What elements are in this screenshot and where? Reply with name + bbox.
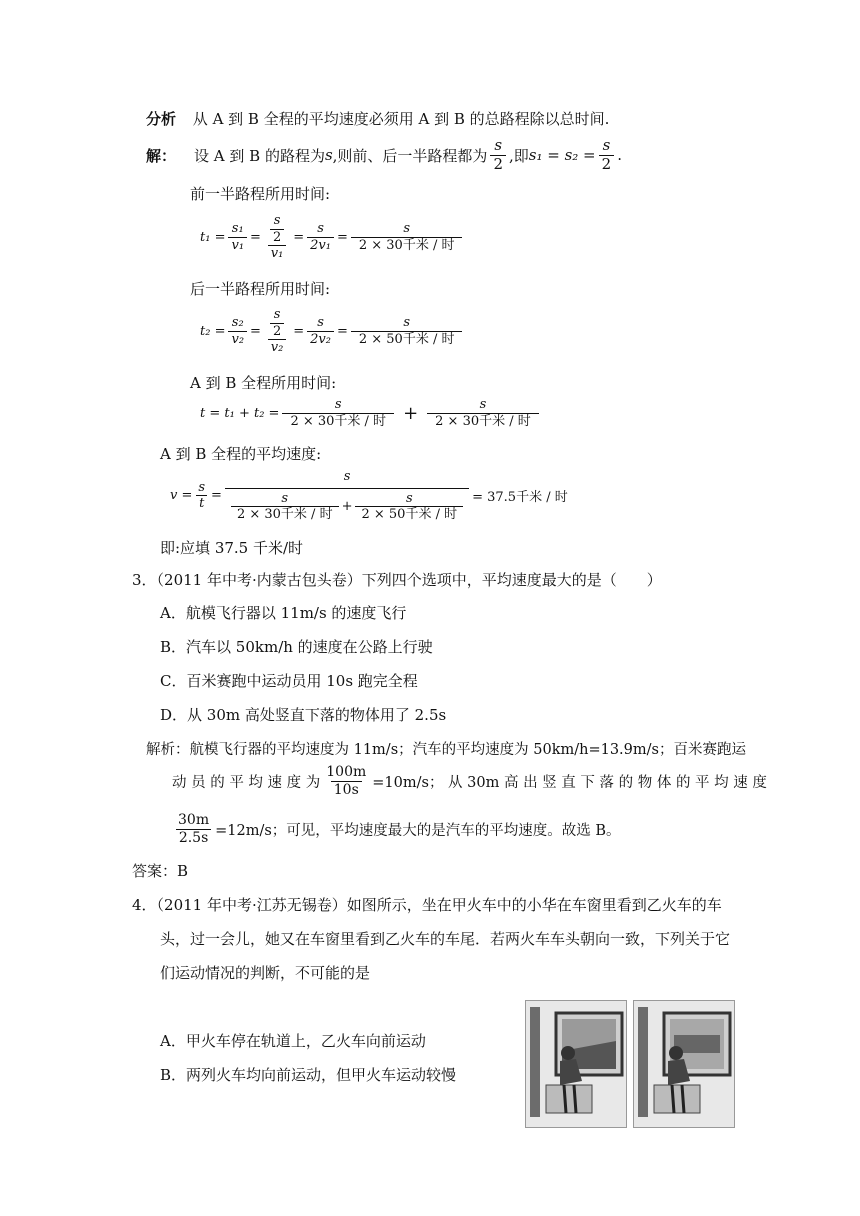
- q3-option-c: C．百米赛跑中运动员用 10s 跑完全程: [160, 672, 418, 690]
- second-half-label: 后一半路程所用时间:: [190, 280, 331, 298]
- q3-option-a: A．航模飞行器以 11m/s 的速度飞行: [160, 604, 407, 622]
- t-equation: t = t₁ + t₂ = $\frac{s}{\text{2 × 30千米 / 时}}$ + $\frac{s}{\text{2 × 30千米 / 时}}$: [200, 398, 542, 428]
- answer-line: 即:应填 37.5 千米/时: [160, 539, 304, 557]
- q4-line-3: 们运动情况的判断，不可能的是: [160, 964, 371, 982]
- q3-stem: 3．（2011 年中考·内蒙古包头卷）下列四个选项中，平均速度最大的是（ ）: [132, 571, 662, 589]
- v-result: = 37.5千米 / 时: [472, 490, 568, 506]
- t2-frac-b: $\frac{\frac{s}{2}}{\text{v₂}}$: [264, 308, 290, 355]
- train-window-figure-right: [633, 1000, 735, 1128]
- q3-option-b: B．汽车以 50km/h 的速度在公路上行驶: [160, 638, 433, 656]
- t-lhs: t = t₁ + t₂ =: [200, 405, 280, 421]
- analysis-text: 从 A 到 B 全程的平均速度必须用 A 到 B 的总路程除以总时间.: [192, 110, 610, 128]
- train-window-figure-left: [525, 1000, 627, 1128]
- t2-lhs: t₂ =: [200, 323, 226, 339]
- q3-explain-1: 解析：航模飞行器的平均速度为 11m/s；汽车的平均速度为 50km/h=13.9m/s；百米赛跑运: [146, 742, 746, 758]
- q3-explain-2b: =10m/s； 从 30m 高 出 竖 直 下 落 的 物 体 的 平 均 速 度: [372, 774, 767, 791]
- total-time-label: A 到 B 全程所用时间:: [190, 374, 337, 392]
- setup-eq: s₁ = s₂ =: [528, 146, 596, 165]
- t2-frac-a: $\frac{\text{s₂}}{\text{v₂}}$: [228, 316, 247, 346]
- setup-s: s: [324, 146, 333, 165]
- q3-explain-2: [172, 765, 767, 797]
- solution-setup: 解： 设 A 到 B 的路程为 s ,则前、后一半路程都为 $\frac{s}{2}$ ,即 s₁ = s₂ = $\frac{s}{2}$ .: [146, 136, 622, 173]
- q3-fraction-30m: $\frac{30m}{2.5s}$: [175, 813, 212, 845]
- t2-equation: t₂ = $\frac{\text{s₂}}{\text{v₂}}$ = $\frac{\frac{s}{2}}{\text{v₂}}$ = $\frac{s}{\text{2v₂}}$ = $\frac{s}{\text{2 × 50千米 / 时}}$: [200, 308, 465, 355]
- t1-lhs: t₁ =: [200, 229, 226, 245]
- setup-text-c: ,即: [508, 146, 529, 165]
- q3-explain-2a: 动 员 的 平 均 速 度 为: [172, 774, 321, 791]
- half-fraction: $\frac{s}{2}$: [490, 138, 506, 173]
- analysis-line: [146, 108, 609, 129]
- t1-frac-b: $\frac{\frac{s}{2}}{\text{v₁}}$: [264, 214, 290, 261]
- t2-frac-c: $\frac{s}{\text{2v₂}}$: [307, 316, 334, 346]
- t1-frac-d: $\frac{s}{\text{2 × 30千米 / 时}}$: [351, 222, 463, 252]
- t1-frac-a: $\frac{\text{s₁}}{\text{v₁}}$: [228, 222, 247, 252]
- q3-explain-3: [172, 813, 621, 845]
- t2-frac-d: $\frac{s}{\text{2 × 50千米 / 时}}$: [351, 316, 463, 346]
- v-frac-big: s $\frac{s}{\text{2 × 30千米 / 时}}$ + $\frac{s}{\text{2 × 50千米 / 时}}$: [225, 470, 469, 522]
- t-frac-a: $\frac{s}{\text{2 × 30千米 / 时}}$: [282, 398, 394, 428]
- analysis-label: 分析: [146, 110, 177, 128]
- q3-answer: 答案：B: [132, 862, 189, 880]
- q4-option-b: B．两列火车均向前运动，但甲火车运动较慢: [160, 1066, 457, 1084]
- first-half-label: 前一半路程所用时间:: [190, 185, 331, 203]
- q3-explain-3-text: =12m/s；可见，平均速度最大的是汽车的平均速度。故选 B。: [215, 822, 621, 839]
- setup-text-a: 设 A 到 B 的路程为: [194, 146, 325, 165]
- v-equation: v = $\frac{s}{t}$ = s $\frac{s}{\text{2 × 30千米 / 时}}$ + $\frac{s}{\text{2 × 50千米 / 时}}$ = 37.5千米 / 时: [170, 469, 568, 523]
- t-frac-b: $\frac{s}{\text{2 × 30千米 / 时}}$: [427, 398, 539, 428]
- v-frac-a: $\frac{s}{t}$: [195, 481, 208, 511]
- setup-text-b: ,则前、后一半路程都为: [332, 146, 488, 165]
- solution-label: 解：: [146, 146, 177, 165]
- q4-line-2: 头，过一会儿，她又在车窗里看到乙火车的车尾．若两火车车头朝向一致，下列关于它: [160, 930, 731, 948]
- q4-line-1: 4．（2011 年中考·江苏无锡卷）如图所示，坐在甲火车中的小华在车窗里看到乙火车的车: [132, 896, 722, 914]
- t1-frac-c: $\frac{s}{\text{2v₁}}$: [307, 222, 334, 252]
- q3-fraction-100m: $\frac{100m}{10s}$: [326, 764, 367, 798]
- half-fraction-2: $\frac{s}{2}$: [599, 138, 615, 173]
- q4-option-a: A．甲火车停在轨道上，乙火车向前运动: [160, 1032, 426, 1050]
- avg-label: A 到 B 全程的平均速度:: [160, 445, 322, 463]
- t1-equation: t₁ = $\frac{\text{s₁}}{\text{v₁}}$ = $\frac{\frac{s}{2}}{\text{v₁}}$ = $\frac{s}{\text{2v₁}}$ = $\frac{s}{\text{2 × 30千米 / 时}}$: [200, 214, 465, 261]
- v-lhs: v =: [170, 488, 193, 504]
- q3-option-d: D．从 30m 高处竖直下落的物体用了 2.5s: [160, 706, 447, 724]
